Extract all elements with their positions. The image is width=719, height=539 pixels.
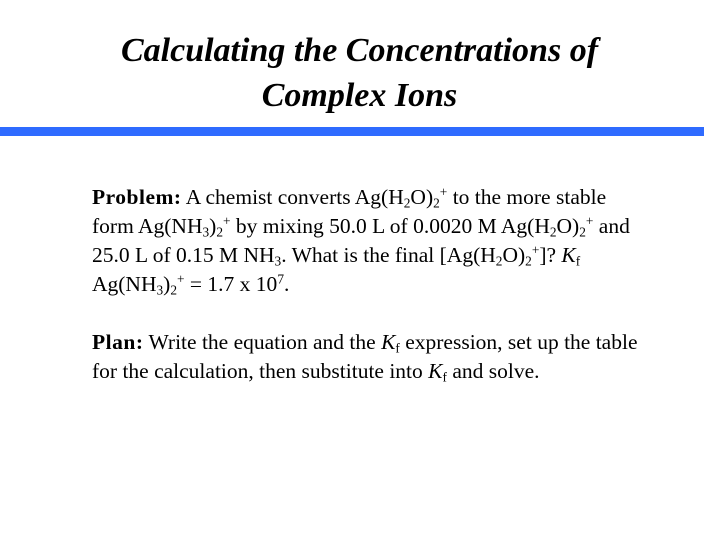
slide-body: [92, 183, 652, 386]
problem-paragraph: [92, 183, 652, 299]
plan-paragraph: [92, 328, 652, 386]
problem-text: A chemist converts $Ag(H_2O)_2^+$ to the more stable form $Ag(NH_3)_2^+$ by mixing 50.0 L of 0.0020 M $Ag(H_2O)_2^+$ and 25.0 L of 0.15 M $NH_3$. What is the final $[Ag(H_2O)_2^+]$? $K_f$ $Ag(NH_3)_2^+ = 1.7$ x $10^7$.: [92, 184, 630, 298]
slide-title: [0, 28, 719, 118]
problem-label: Problem:: [92, 185, 182, 209]
title-divider: [0, 127, 704, 136]
plan-label: Plan:: [92, 330, 144, 354]
slide-title-line-2: Complex Ions: [261, 77, 458, 114]
plan-text: Write the equation and the $K_f$ expression, set up the table for the calculation, then substitute into $K_f$ and solve.: [92, 330, 638, 385]
slide-title-line-1: Calculating the Concentrations of: [120, 32, 599, 69]
